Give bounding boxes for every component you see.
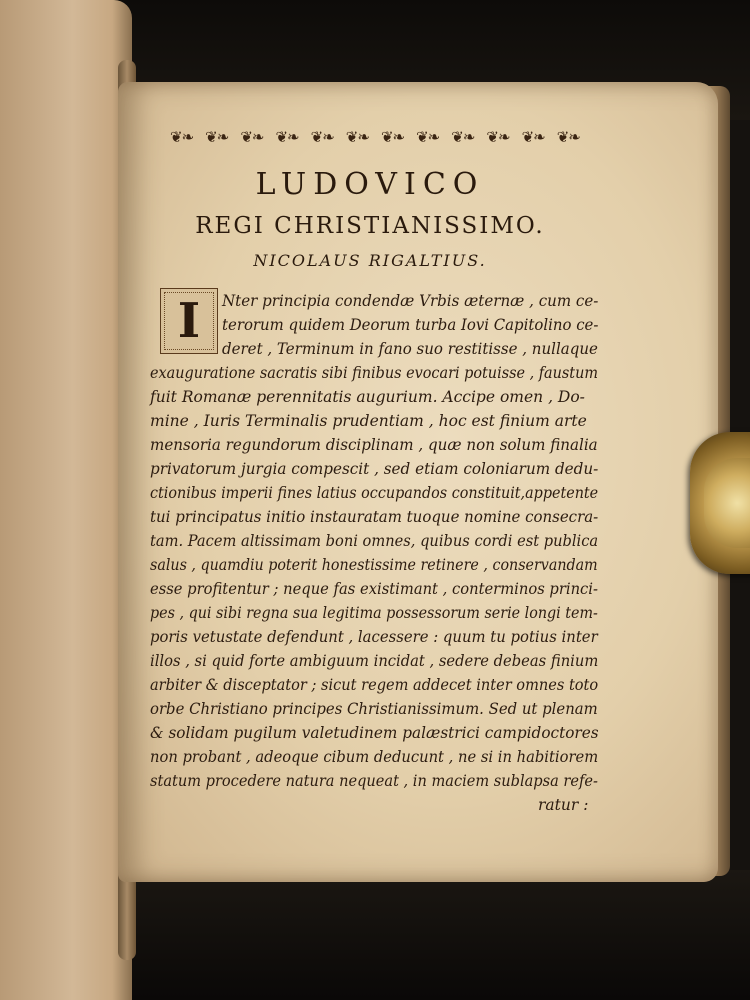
ornament-band: [170, 126, 580, 148]
ornament-icon: ❦❧: [416, 128, 440, 146]
drop-cap: I: [160, 288, 218, 354]
text-line: tui principatus initio instauratam tuoque nomine consecra-: [150, 508, 599, 526]
text-line: Nter principia condendæ Vrbis æternæ , cum ce-: [222, 292, 599, 310]
ornament-icon: ❦❧: [556, 128, 580, 146]
text-line: tam. Pacem altissimam boni omnes, quibus cordi est publica: [150, 532, 599, 550]
text-line: esse profitentur ; neque fas existimant , conterminos princi-: [150, 580, 598, 598]
ornament-icon: ❦❧: [451, 128, 475, 146]
text-line: pes , qui sibi regna sua legitima possessorum serie longi tem-: [150, 604, 598, 622]
text-line: ctionibus imperii fines latius occupandos constituit,appetente: [150, 484, 599, 502]
text-line: arbiter & disceptator ; sicut regem addecet inter omnes toto: [150, 676, 599, 694]
text-line: illos , si quid forte ambiguum incidat , sedere debeas finium: [150, 652, 599, 670]
text-line: fuit Romanæ perennitatis augurium. Accipe omen , Do-: [150, 388, 585, 406]
page-subheading: REGI CHRISTIANISSIMO.: [195, 213, 545, 239]
text-line: poris vetustate defendunt , lacessere : quum tu potius inter: [150, 628, 598, 646]
text-line: ratur :: [538, 796, 589, 814]
ornament-icon: ❦❧: [275, 128, 299, 146]
text-line: mensoria regundorum disciplinam , quæ non solum finalia: [150, 436, 598, 454]
ornament-icon: ❦❧: [170, 128, 194, 146]
ornament-icon: ❦❧: [380, 128, 405, 146]
text-line: statum procedere natura nequeat , in maciem sublapsa refe-: [150, 772, 598, 790]
text-line: privatorum jurgia compescit , sed etiam coloniarum dedu-: [150, 460, 599, 478]
brass-clasp: [690, 432, 750, 574]
ornament-icon: ❦❧: [310, 128, 334, 146]
text-line: deret , Terminum in fano suo restitisse , nullaque: [222, 340, 598, 358]
text-line: & solidam pugilum valetudinem palæstrici campidoctores: [150, 724, 599, 742]
ornament-icon: ❦❧: [205, 128, 229, 146]
text-line: terorum quidem Deorum turba Iovi Capitolino ce-: [222, 316, 599, 334]
left-page-fold: [0, 0, 132, 1000]
text-line: orbe Christiano principes Christianissimum. Sed ut plenam: [150, 700, 598, 718]
page-heading: LUDOVICO: [255, 167, 485, 202]
text-line: salus , quamdiu poterit honestissime retinere , conservandam: [150, 556, 598, 574]
text-line: non probant , adeoque cibum deducunt , ne si in habitiorem: [150, 748, 599, 766]
ornament-icon: ❦❧: [240, 128, 264, 146]
author-byline: NICOLAUS RIGALTIUS.: [253, 251, 487, 270]
text-line: exauguratione sacratis sibi finibus evocari potuisse , faustum: [150, 364, 599, 382]
ornament-icon: ❦❧: [345, 128, 369, 146]
text-line: mine , Iuris Terminalis prudentiam , hoc est finium arte: [150, 412, 587, 430]
ornament-icon: ❦❧: [486, 128, 510, 146]
ornament-icon: ❦❧: [521, 128, 545, 146]
